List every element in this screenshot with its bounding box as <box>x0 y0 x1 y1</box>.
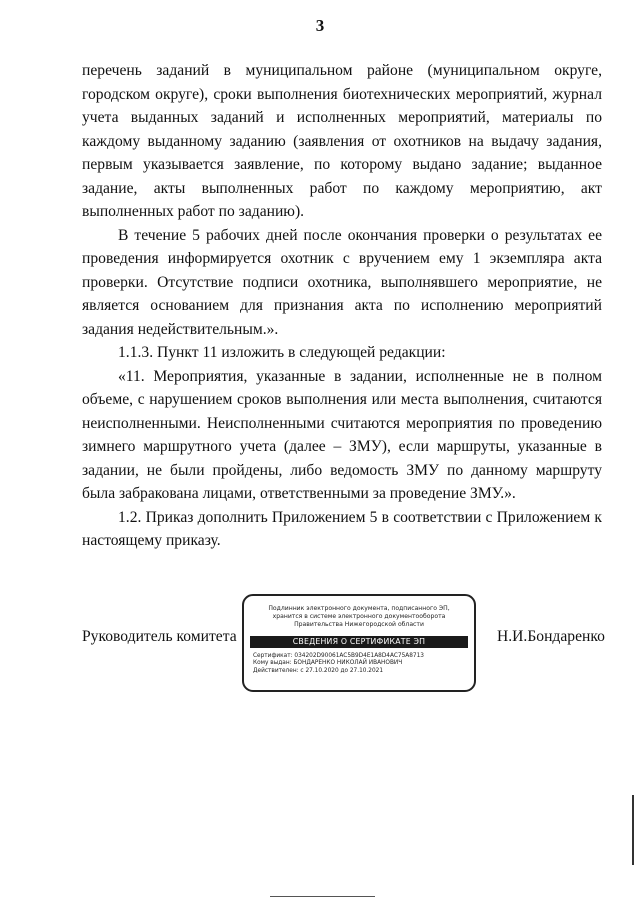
signatory-position: Руководитель комитета <box>82 628 237 645</box>
certificate-owner: Кому выдан: БОНДАРЕНКО НИКОЛАЙ ИВАНОВИЧ <box>253 660 403 667</box>
document-body <box>82 59 602 553</box>
paragraph-clause-1-2: 1.2. Приказ дополнить Приложением 5 в соответствии с Приложением к настоящему приказу. <box>82 508 602 549</box>
stamp-banner: СВЕДЕНИЯ О СЕРТИФИКАТЕ ЭП <box>250 636 468 648</box>
page-number: 3 <box>315 16 325 35</box>
stamp-note-line: Подлинник электронного документа, подписанного ЭП, <box>268 605 450 612</box>
stamp-note-line: Правительства Нижегородской области <box>294 621 424 629</box>
paragraph-continuation: перечень заданий в муниципальном районе (муниципальном округе, городском округе), сроки выполнения биотехнических мероприятий, журнал учета выданных заданий и исполненных мероприятий, материалы по каждому выданному заданию (заявления от охотников на выдачу задания, первым указывается заявление, по которому выдано задание; выданное задание, акты выполненных работ по каждому мероприятию, акт выполненных работ по заданию). <box>82 62 602 220</box>
certificate-number: Сертификат: 034202D90061AC5B9D4E1A8D4AC75A8713 <box>253 652 424 659</box>
stamp-note-line: хранится в системе электронного документооборота <box>272 613 446 621</box>
signatory-name: Н.И.Бондаренко <box>497 628 605 645</box>
certificate-validity: Действителен: с 27.10.2020 до 27.10.2021 <box>253 668 384 675</box>
stamp-note <box>244 605 474 630</box>
footer-rule <box>270 896 375 897</box>
scan-edge-line <box>632 795 634 865</box>
electronic-signature-stamp <box>242 594 476 692</box>
stamp-certificate-details <box>253 653 474 676</box>
paragraph-inspection-result: В течение 5 рабочих дней после окончания проверки о результатах ее проведения информируется охотник с вручением ему 1 экземпляра акта проверки. Отсутствие подписи охотника, выполнявшего мероприятие, не является основанием для признания акта по исполнению мероприятий задания недействительным.». <box>82 226 602 338</box>
paragraph-clause-1-1-3: 1.1.3. Пункт 11 изложить в следующей редакции: <box>118 344 446 361</box>
paragraph-clause-11: «11. Мероприятия, указанные в задании, исполненные не в полном объеме, с нарушением сроков выполнения или места выполнения, считаются неисполненными. Неисполненными считаются мероприятия по проведению зимнего маршрутного учета (далее – ЗМУ), если маршруты, указанные в задании, не были пройдены, либо ведомость ЗМУ по данному маршруту была забракована лицами, ответственными за проведение ЗМУ.». <box>82 367 602 502</box>
